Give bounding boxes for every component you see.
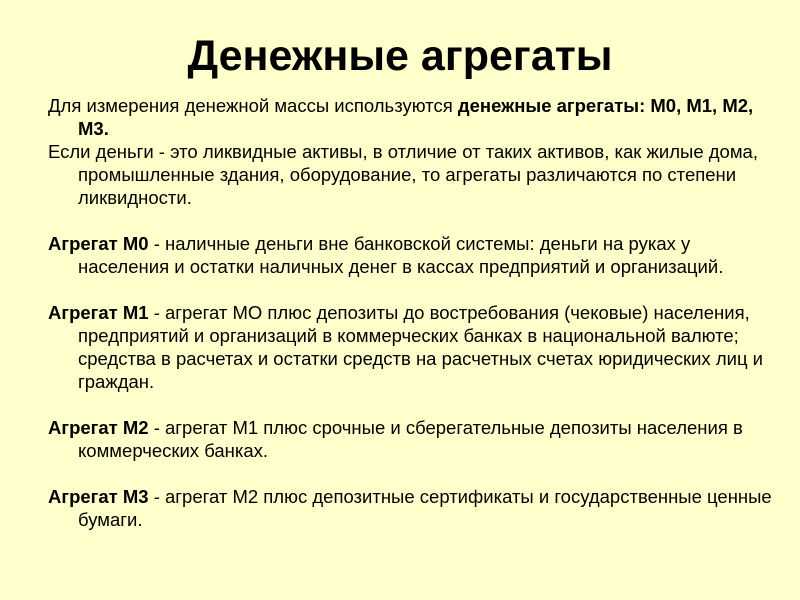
aggregate-m3-description: - агрегат М2 плюс депозитные сертификаты и государственные ценные бумаги. — [78, 486, 772, 530]
aggregate-m0-name: Агрегат М0 — [48, 233, 154, 254]
aggregate-m2-paragraph — [48, 416, 783, 462]
intro-paragraph — [48, 94, 783, 140]
intro-bold-text: денежные агрегаты: М0, М1, М2, М3. — [78, 95, 754, 139]
aggregate-m1-description: - агрегат МО плюс депозиты до востребования (чековые) населения, предприятий и организаций в коммерческих банках в национальной валюте; средства в расчетах и остатки средств на расчетных счетах юридических лиц и граждан. — [78, 302, 764, 392]
slide-title: Денежные агрегаты — [187, 32, 613, 80]
aggregate-m3-paragraph — [48, 485, 783, 531]
aggregate-m2-description: - агрегат М1 плюс срочные и сберегательные депозиты населения в коммерческих банках. — [78, 417, 743, 461]
aggregate-m1-name: Агрегат М1 — [48, 302, 149, 323]
slide-body — [48, 94, 783, 531]
aggregate-m3-name: Агрегат М3 — [48, 486, 149, 507]
aggregate-m1-paragraph — [48, 301, 783, 393]
aggregate-m0-description: - наличные деньги вне банковской системы: деньги на руках у населения и остатки наличных денег в кассах предприятий и организаций. — [78, 233, 724, 277]
aggregate-m2-name: Агрегат М2 — [48, 417, 149, 438]
aggregate-m0-paragraph — [48, 232, 783, 278]
liquidity-paragraph: Если деньги - это ликвидные активы, в отличие от таких активов, как жилые дома, промышленные здания, оборудование, то агрегаты различаются по степени ликвидности. — [48, 141, 758, 208]
intro-text: Для измерения денежной массы используются — [48, 95, 458, 116]
